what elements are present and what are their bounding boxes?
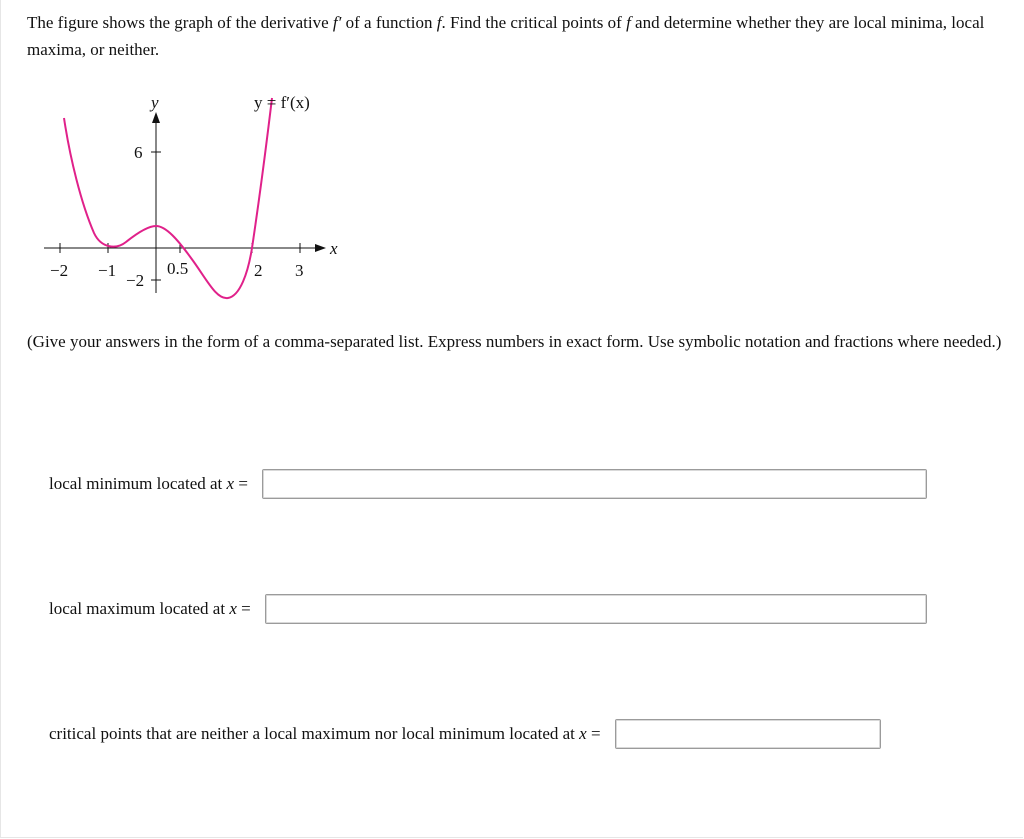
math-f: f [436, 13, 442, 32]
question-text [27, 9, 1002, 63]
neither-input[interactable] [615, 719, 881, 749]
x-tick-label: 3 [295, 261, 304, 280]
x-tick-label: 0.5 [167, 259, 189, 278]
x-axis-arrow [315, 244, 326, 252]
y-axis-arrow [152, 112, 160, 123]
x-tick-label: 2 [254, 261, 263, 280]
math-fprime: f′ [332, 13, 342, 32]
x-axis-label: x [330, 239, 338, 258]
answer-label: local maximum located at x = [49, 599, 251, 618]
answer-label: critical points that are neither a local maximum nor local minimum located at x = [49, 724, 601, 743]
y-tick-label: 6 [134, 143, 143, 162]
answer-row-local-minimum [49, 467, 927, 501]
x-tick-label: −2 [50, 261, 69, 280]
y-tick-label: −2 [126, 271, 145, 290]
derivative-graph [36, 88, 356, 308]
answer-row-local-maximum [49, 592, 927, 626]
curve-label: y = f′(x) [254, 93, 310, 112]
question-part: and determine whether they are local minima, local maxima, or neither. [27, 13, 985, 59]
math-f: f [626, 13, 631, 32]
local-maximum-input[interactable] [265, 594, 927, 624]
local-minimum-input[interactable] [262, 469, 927, 499]
question-part: . Find the critical points of [441, 13, 627, 32]
instructions: (Give your answers in the form of a comma-separated list. Express numbers in exact form. Use symbolic notation and fractions where needed.) [27, 332, 1002, 351]
x-tick-label: −1 [98, 261, 117, 280]
question-part: The figure shows the graph of the derivative [27, 13, 333, 32]
question-part: of a function [341, 13, 437, 32]
answer-label: local minimum located at x = [49, 474, 248, 493]
answer-row-neither [49, 717, 881, 751]
y-axis-label: y [151, 93, 159, 112]
